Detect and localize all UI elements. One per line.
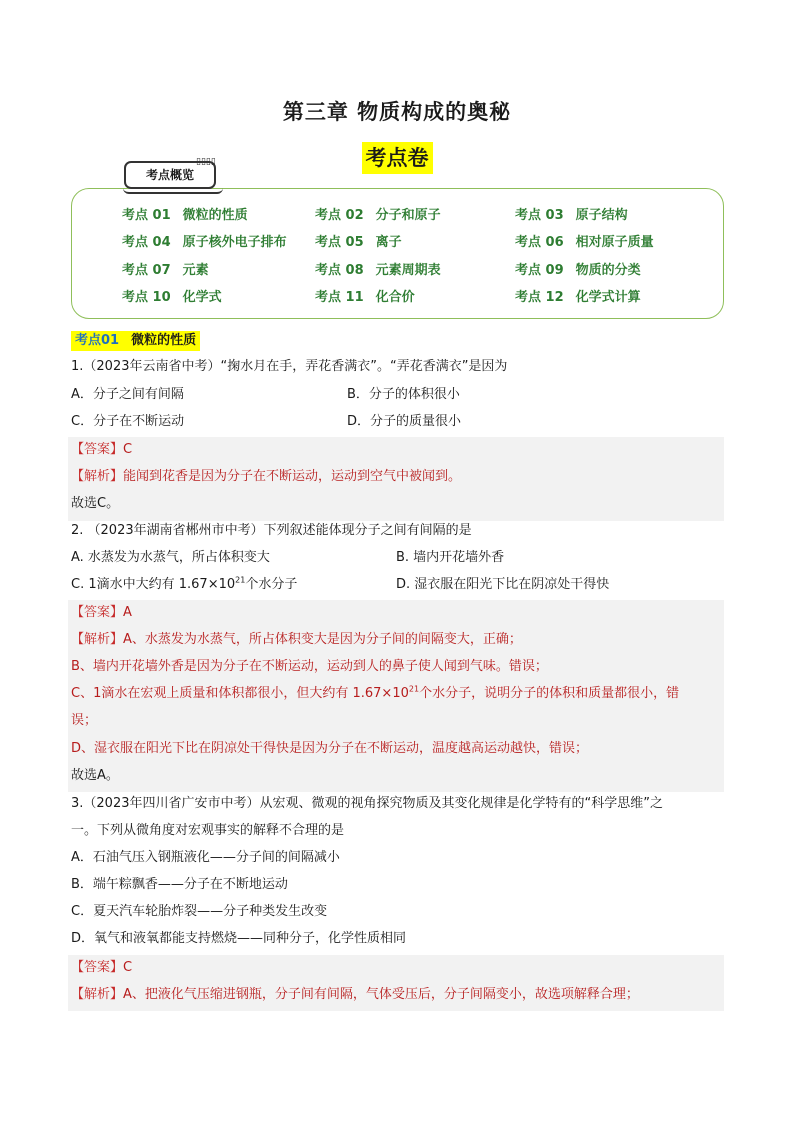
q1-option-c: C．分子在不断运动 bbox=[71, 414, 185, 429]
q2-explanation-b: B、墙内开花墙外香是因为分子在不断运动，运动到人的鼻子使人闻到气味。错误； bbox=[71, 659, 548, 674]
q2-option-a: A. 水蒸发为水蒸气，所占体积变大 bbox=[71, 550, 270, 565]
q1-option-a: A．分子之间有间隔 bbox=[71, 387, 184, 402]
question-1-stem: 1.（2023年云南省中考）“掬水月在手，弄花香满衣”。“弄花香满衣”是因为 bbox=[71, 359, 508, 374]
q2-option-b: B. 墙内开花墙外香 bbox=[396, 550, 505, 565]
q2-explanation-a: 【解析】A、水蒸发为水蒸气，所占体积变大是因为分子间的间隔变大，正确； bbox=[71, 632, 522, 647]
overview-item: 分子和原子 bbox=[375, 208, 441, 223]
overview-item: 原子核外电子排布 bbox=[182, 235, 287, 250]
q3-option-d: D．氧气和液氧都能支持燃烧——同种分子，化学性质相同 bbox=[71, 931, 407, 946]
overview-item: 化学式 bbox=[182, 290, 222, 305]
overview-item: 相对原子质量 bbox=[575, 235, 654, 250]
overview-item: 化学式计算 bbox=[575, 290, 641, 305]
overview-item: 物质的分类 bbox=[575, 263, 641, 278]
overview-item: 元素周期表 bbox=[375, 263, 441, 278]
q2-conclusion: 故选A。 bbox=[71, 768, 119, 783]
question-2-stem: 2. （2023年湖南省郴州市中考）下列叙述能体现分子之间有间隔的是 bbox=[71, 523, 472, 538]
overview-item: 微粒的性质 bbox=[182, 208, 248, 223]
overview-item: 元素 bbox=[182, 263, 209, 278]
q1-option-b: B．分子的体积很小 bbox=[347, 387, 460, 402]
q1-option-d: D．分子的质量很小 bbox=[347, 414, 462, 429]
overview-tag: 考点概览 bbox=[124, 161, 216, 189]
document-page: 第三章 物质构成的奥秘 考点卷 考点概览 ▯▯▯▯ 考点 01 微粒的性质 考点 02 分子和原子 考点 03 原子结构 考点 04 原子核外电子排布 考点 05 离子 考点 06 相对原子质量 考点 07 元素 考点 08 元素周期表 考点 09 物质的分类 考点 10 化学式 考点 11 化合价 考点 12 化学式计算 考点01 微粒的性质 1.（2023年云南省中考）“掬水月在手，弄花香满衣”。“弄花香满衣”是因为 A．分子之间有间隔 B．分子的体积很小 C．分子在不断运动 D．分子的质量很小 【答案】C 【解析】能闻到花香是因为分子在不断运动，运动到空气中被闻到。 故选C。 2. （2023年湖南省郴州市中考）下列叙述能体现分子之间有间隔的是 A. 水蒸发为水蒸气，所占体积变大 B. 墙内开花墙外香 C. 1滴水中大约有 $1.67\times 10^{21}$个水分子 D. 湿衣服在阳光下比在阴凉处干得快 【答案】A 【解析】A、水蒸发为水蒸气，所占体积变大是因为分子间的间隔变大，正确； B、墙内开花墙外香是因为分子在不断运动，运动到人的鼻子使人闻到气味。错误； C、1滴水在宏观上质量和体积都很小，但大约有 $1.67\times 10^{21}$个水分子，说明分子的体积和质量都很小，错 误； D、湿衣服在阳光下比在阴凉处干得快是因为分子在不断运动，温度越高运动越快，错误； 故选A。 3.（2023年四川省广安市中考）从宏观、微观的视角探究物质及其变化规律是化学特有的“科学思维”之 一。下列从微角度对宏观事实的解释不合理的是 A．石油气压入钢瓶液化——分子间的间隔减小 B．端午粽飘香——分子在不断地运动 C．夏天汽车轮胎炸裂——分子种类发生改变 D．氧气和液氧都能支持燃烧——同种分子，化学性质相同 【答案】C 【解析】A、把液化气压缩进钢瓶，分子间有间隔，气体受压后，分子间隔变小，故选项解释合理； bbox=[0, 0, 794, 1123]
q3-option-b: B．端午粽飘香——分子在不断地运动 bbox=[71, 877, 288, 892]
q1-answer: 【答案】C bbox=[71, 442, 133, 457]
page-title: 第三章 物质构成的奥秘 bbox=[282, 100, 512, 124]
q2-explanation-c: C、1滴水在宏观上质量和体积都很小，但大约有 $1.67\times 10^{21}$个水分子，说明分子的体积和质量都很小，错 bbox=[71, 684, 680, 701]
page-subtitle: 考点卷 bbox=[362, 142, 433, 174]
question-3-stem-cont: 一。下列从微角度对宏观事实的解释不合理的是 bbox=[71, 823, 345, 838]
q2-explanation-d: D、湿衣服在阳光下比在阴凉处干得快是因为分子在不断运动，温度越高运动越快，错误； bbox=[71, 741, 589, 756]
q3-explanation-a: 【解析】A、把液化气压缩进钢瓶，分子间有间隔，气体受压后，分子间隔变小，故选项解释合理； bbox=[71, 987, 639, 1002]
q3-answer: 【答案】C bbox=[71, 960, 133, 975]
overview-item: 离子 bbox=[375, 235, 402, 250]
q2-option-d: D. 湿衣服在阳光下比在阴凉处干得快 bbox=[396, 577, 610, 592]
q3-option-a: A．石油气压入钢瓶液化——分子间的间隔减小 bbox=[71, 850, 340, 865]
q1-explanation: 【解析】能闻到花香是因为分子在不断运动，运动到空气中被闻到。 bbox=[71, 469, 462, 484]
q2-explanation-c-cont: 误； bbox=[71, 713, 98, 728]
notebook-rings-icon: ▯▯▯▯ bbox=[196, 157, 216, 167]
section-heading: 考点01 微粒的性质 bbox=[71, 331, 200, 351]
q2-answer: 【答案】A bbox=[71, 605, 132, 620]
q1-conclusion: 故选C。 bbox=[71, 496, 120, 511]
q3-option-c: C．夏天汽车轮胎炸裂——分子种类发生改变 bbox=[71, 904, 328, 919]
overview-item: 化合价 bbox=[375, 290, 415, 305]
overview-item: 原子结构 bbox=[575, 208, 628, 223]
question-3-stem: 3.（2023年四川省广安市中考）从宏观、微观的视角探究物质及其变化规律是化学特有的“科学思维”之 bbox=[71, 796, 663, 811]
q2-option-c: C. 1滴水中大约有 $1.67\times 10^{21}$个水分子 bbox=[71, 575, 298, 592]
